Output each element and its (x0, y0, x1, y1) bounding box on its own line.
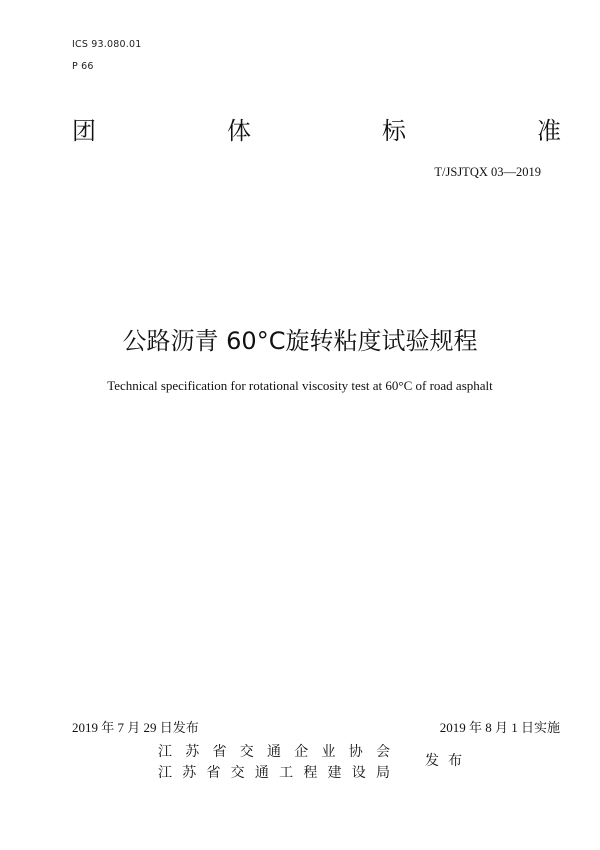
publish-date: 2019 年 7 月 29 日发布 (72, 720, 199, 735)
document-title-en: Technical specification for rotational viscosity test at 60°C of road asphalt (107, 378, 493, 393)
standard-number: T/JSJTQX 03—2019 (434, 165, 541, 179)
ics-code: ICS 93.080.01 (72, 39, 142, 50)
issuer-name: 江苏省交通工程建设局 (158, 765, 390, 781)
implement-date: 2019 年 8 月 1 日实施 (439, 720, 560, 735)
document-title-zh: 公路沥青 60°C旋转粘度试验规程 (122, 327, 478, 355)
standard-type-heading: 团体标准 (72, 117, 561, 145)
ccs-code: P 66 (72, 61, 94, 72)
issue-label: 发布 (425, 753, 462, 769)
issuer-name: 江苏省交通企业协会 (158, 744, 390, 760)
